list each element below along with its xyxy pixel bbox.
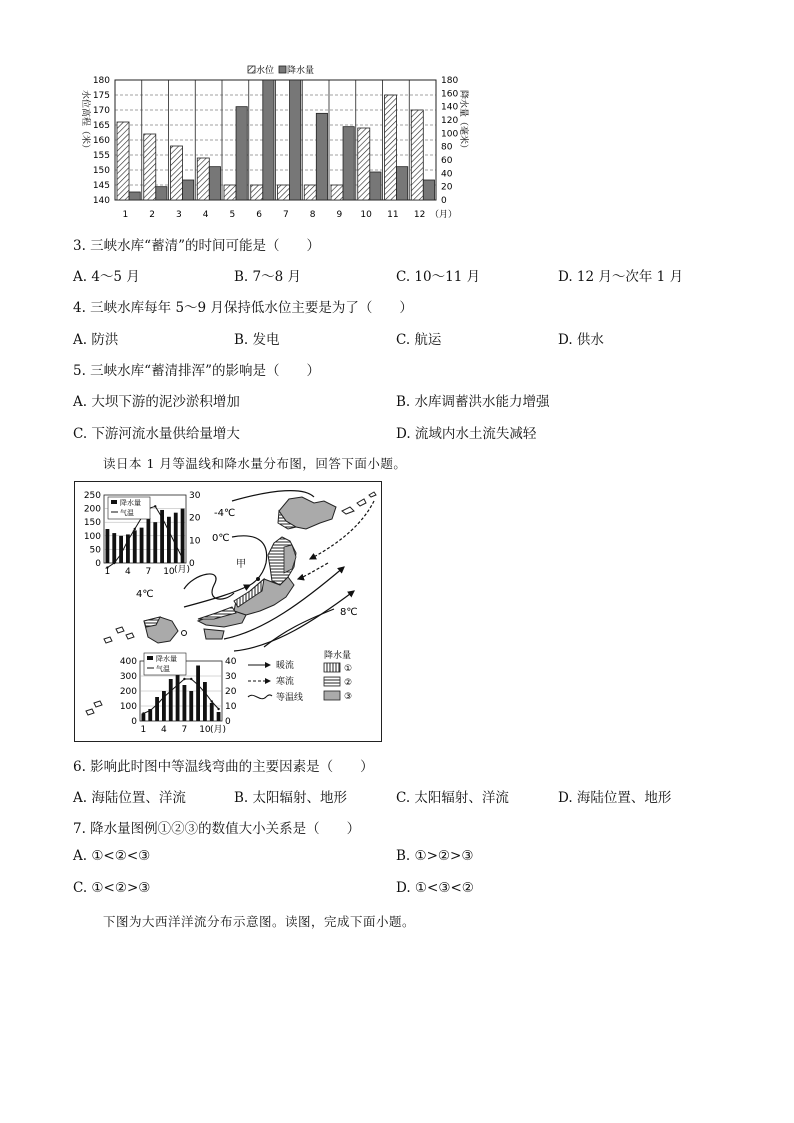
question-5-stem: 5. 三峡水库“蓄清排浑”的影响是（ ） bbox=[73, 363, 320, 379]
right-tick-label: 60 bbox=[441, 156, 453, 166]
q6-option-b[interactable]: B. 太阳辐射、地形 bbox=[234, 790, 348, 806]
inset-temp-point bbox=[217, 708, 219, 710]
legend-precip-1: ① bbox=[344, 664, 353, 674]
x-tick-label: 11 bbox=[387, 210, 399, 220]
place-marker-jia bbox=[256, 577, 260, 581]
left-tick-label: 165 bbox=[92, 121, 110, 131]
inset-left-tick: 200 bbox=[83, 504, 101, 515]
x-tick-label: 12 bbox=[413, 210, 426, 220]
bar-water-level bbox=[224, 185, 236, 200]
q4-option-c[interactable]: C. 航运 bbox=[396, 332, 442, 348]
legend-swatch-water-level bbox=[248, 66, 255, 73]
inset-bottom-legend-precip: 降水量 bbox=[156, 655, 177, 663]
inset-temp-point bbox=[181, 557, 183, 559]
x-tick-label: 7 bbox=[283, 210, 289, 220]
bar-water-level bbox=[251, 185, 263, 200]
q7-option-a[interactable]: A. ①<②<③ bbox=[73, 848, 151, 864]
inset-precip-bar bbox=[167, 517, 171, 563]
right-tick-label: 0 bbox=[441, 196, 447, 206]
inset-x-tick: 10 bbox=[199, 725, 211, 735]
x-tick-label: 4 bbox=[202, 210, 209, 220]
bar-precipitation bbox=[423, 180, 434, 200]
q3-option-a[interactable]: A. 4～5 月 bbox=[73, 269, 140, 285]
isotherm-label-4: 4℃ bbox=[136, 589, 154, 600]
bar-water-level bbox=[411, 110, 423, 200]
inset-precip-bar bbox=[189, 691, 193, 721]
left-axis-ticks bbox=[93, 76, 110, 206]
inset-temp-point bbox=[204, 691, 206, 693]
x-tick-label: 2 bbox=[149, 210, 155, 220]
inset-left-tick: 0 bbox=[95, 559, 101, 569]
intro-japan-map: 读日本 1 月等温线和降水量分布图，回答下面小题。 bbox=[103, 456, 407, 471]
question-3-stem: 3. 三峡水库“蓄清”的时间可能是（ ） bbox=[73, 238, 320, 254]
left-tick-label: 175 bbox=[92, 91, 110, 101]
q4-option-a[interactable]: A. 防洪 bbox=[73, 332, 119, 348]
inset-precip-bar bbox=[210, 703, 214, 721]
inset-left-tick: 200 bbox=[119, 687, 137, 697]
bar-precipitation bbox=[236, 107, 247, 200]
inset-precip-bar bbox=[174, 513, 178, 563]
left-tick-label: 140 bbox=[92, 196, 110, 206]
inset-precip-bar bbox=[119, 536, 123, 563]
right-tick-label: 160 bbox=[441, 89, 459, 100]
inset-temp-point bbox=[183, 678, 185, 680]
right-tick-label: 40 bbox=[441, 169, 453, 180]
q5-option-c[interactable]: C. 下游河流水量供给量增大 bbox=[73, 426, 240, 442]
x-axis-unit: （月） bbox=[430, 210, 458, 220]
inset-right-tick: 20 bbox=[225, 687, 237, 697]
bar-precipitation bbox=[129, 192, 140, 200]
inset-bottom-x-unit: (月) bbox=[210, 725, 227, 735]
q6-option-a[interactable]: A. 海陆位置、洋流 bbox=[73, 790, 186, 806]
inset-x-tick: 7 bbox=[181, 725, 188, 735]
inset-left-tick: 100 bbox=[119, 702, 137, 712]
legend-swatch-precip bbox=[279, 66, 286, 73]
inset-right-tick: 30 bbox=[225, 672, 237, 682]
right-tick-label: 80 bbox=[441, 142, 453, 153]
inset-left-tick: 250 bbox=[83, 491, 101, 501]
inset-precip-bar bbox=[203, 682, 207, 721]
question-4-stem: 4. 三峡水库每年 5～9 月保持低水位主要是为了（ ） bbox=[73, 300, 413, 316]
inset-precip-bar bbox=[183, 685, 187, 721]
inset-right-tick: 40 bbox=[225, 657, 237, 667]
x-tick-label: 8 bbox=[309, 210, 316, 220]
inset-temp-point bbox=[211, 700, 213, 702]
inset-right-tick: 0 bbox=[189, 559, 195, 569]
x-tick-label: 10 bbox=[360, 210, 372, 220]
bar-precipitation bbox=[343, 127, 354, 200]
inset-temp-point bbox=[120, 553, 122, 555]
inset-temp-point bbox=[175, 544, 177, 546]
left-tick-label: 150 bbox=[92, 166, 110, 176]
inset-temp-point bbox=[163, 696, 165, 698]
bar-precipitation bbox=[370, 172, 381, 200]
x-tick-label: 3 bbox=[176, 210, 182, 220]
q4-option-d[interactable]: D. 供水 bbox=[558, 332, 604, 348]
inset-precip-bar bbox=[147, 518, 151, 563]
bar-water-level bbox=[358, 128, 370, 200]
q6-option-c[interactable]: C. 太阳辐射、洋流 bbox=[396, 790, 509, 806]
bar-water-level bbox=[197, 158, 209, 200]
q5-option-a[interactable]: A. 大坝下游的泥沙淤积增加 bbox=[73, 394, 240, 410]
right-tick-label: 120 bbox=[441, 116, 459, 126]
inset-left-tick: 300 bbox=[119, 672, 137, 682]
inset-precip-bar bbox=[217, 712, 221, 721]
station-marker bbox=[182, 631, 187, 636]
inset-precip-bar bbox=[112, 533, 116, 563]
inset-precip-bar bbox=[176, 670, 180, 721]
legend-precip-2: ② bbox=[344, 678, 353, 688]
inset-precip-bar bbox=[196, 666, 200, 722]
inset-right-tick: 30 bbox=[189, 491, 201, 501]
inset-temp-point bbox=[168, 530, 170, 532]
legend-label-precip: 降水量 bbox=[287, 66, 315, 76]
inset-left-tick: 50 bbox=[89, 545, 101, 556]
inset-x-tick: 7 bbox=[145, 567, 152, 577]
x-tick-label: 1 bbox=[122, 210, 129, 220]
inset-precip-bar bbox=[140, 528, 144, 563]
bar-precipitation bbox=[156, 187, 167, 200]
reservoir-chart bbox=[70, 62, 470, 224]
legend-label-water-level: 水位 bbox=[256, 66, 275, 76]
inset-temp-point bbox=[156, 703, 158, 705]
q7-option-c[interactable]: C. ①<②>③ bbox=[73, 880, 151, 896]
intro-atlantic-currents: 下图为大西洋洋流分布示意图。读图，完成下面小题。 bbox=[103, 914, 416, 929]
right-axis-label: 降水量（毫米） bbox=[458, 90, 468, 154]
legend-cold-current: 寒流 bbox=[276, 677, 295, 687]
bar-precipitation bbox=[316, 113, 327, 200]
question-6-stem: 6. 影响此时图中等温线弯曲的主要因素是（ ） bbox=[73, 759, 374, 775]
inset-precip-bar bbox=[106, 529, 110, 563]
left-axis-label: 水位高程（米） bbox=[80, 90, 90, 154]
inset-temp-point bbox=[176, 684, 178, 686]
inset-x-tick: 1 bbox=[104, 567, 111, 577]
inset-precip-bar bbox=[133, 530, 137, 563]
left-tick-label: 155 bbox=[92, 151, 110, 161]
inset-left-tick: 150 bbox=[83, 518, 101, 529]
left-tick-label: 160 bbox=[92, 136, 110, 146]
legend-isotherm: 等温线 bbox=[276, 693, 304, 703]
legend-precip-title: 降水量 bbox=[324, 651, 352, 661]
bar-precipitation bbox=[397, 167, 408, 200]
right-tick-label: 100 bbox=[441, 129, 459, 140]
x-tick-label: 9 bbox=[336, 210, 343, 220]
bar-water-level bbox=[117, 122, 129, 200]
inset-temp-point bbox=[197, 684, 199, 686]
bar-water-level bbox=[278, 185, 290, 200]
q3-option-b[interactable]: B. 7～8 月 bbox=[234, 269, 301, 285]
inset-x-tick: 4 bbox=[125, 567, 131, 577]
inset-temp-point bbox=[142, 712, 144, 714]
bar-precipitation bbox=[290, 80, 301, 200]
inset-temp-point bbox=[127, 539, 129, 541]
japan-isotherm-map bbox=[74, 481, 382, 742]
inset-top-legend-temp: 气温 bbox=[120, 509, 134, 517]
right-axis-ticks bbox=[441, 76, 458, 206]
inset-temp-point bbox=[149, 709, 151, 711]
q7-option-d[interactable]: D. ①<③<② bbox=[396, 880, 474, 896]
q5-option-d[interactable]: D. 流域内水土流失减轻 bbox=[396, 426, 537, 442]
x-axis-ticks bbox=[123, 210, 426, 220]
inset-precip-bar bbox=[155, 697, 159, 721]
q4-option-b[interactable]: B. 发电 bbox=[234, 332, 280, 348]
place-label-jia: 甲 bbox=[236, 559, 246, 570]
right-tick-label: 140 bbox=[441, 102, 459, 113]
left-tick-label: 180 bbox=[92, 76, 110, 86]
isotherm-label-8: 8℃ bbox=[340, 607, 358, 618]
inset-x-tick: 1 bbox=[140, 725, 147, 735]
inset-x-tick: 4 bbox=[161, 725, 167, 735]
bar-precipitation bbox=[183, 180, 194, 200]
legend-warm-current: 暖流 bbox=[276, 661, 295, 671]
inset-left-tick: 0 bbox=[131, 717, 137, 727]
x-tick-label: 6 bbox=[256, 210, 262, 220]
x-tick-label: 5 bbox=[229, 210, 236, 220]
isotherm-label-minus4: -4℃ bbox=[214, 508, 236, 519]
inset-temp-point bbox=[134, 528, 136, 530]
inset-top-legend-precip: 降水量 bbox=[120, 499, 141, 507]
bar-precipitation bbox=[263, 80, 274, 200]
legend-precip-3: ③ bbox=[344, 692, 353, 702]
inset-bottom-legend-temp: 气温 bbox=[156, 665, 170, 673]
inset-temp-point bbox=[113, 562, 115, 564]
q3-option-c[interactable]: C. 10～11 月 bbox=[396, 269, 481, 285]
bar-water-level bbox=[304, 185, 316, 200]
right-tick-label: 20 bbox=[441, 182, 453, 193]
inset-precip-bar bbox=[153, 522, 157, 563]
bar-water-level bbox=[171, 146, 183, 200]
bar-water-level bbox=[331, 185, 343, 200]
inset-right-tick: 10 bbox=[225, 702, 237, 712]
inset-temp-point bbox=[161, 516, 163, 518]
inset-right-tick: 10 bbox=[189, 536, 201, 547]
left-tick-label: 170 bbox=[92, 106, 110, 116]
inset-temp-point bbox=[154, 505, 156, 507]
question-7-stem: 7. 降水量图例①②③的数值大小关系是（ ） bbox=[73, 821, 361, 837]
right-tick-label: 180 bbox=[441, 76, 459, 86]
q5-option-b[interactable]: B. 水库调蓄洪水能力增强 bbox=[396, 394, 550, 410]
inset-left-tick: 100 bbox=[83, 531, 101, 542]
inset-right-tick: 0 bbox=[225, 717, 231, 727]
q7-option-b[interactable]: B. ①>②>③ bbox=[396, 848, 474, 864]
chart-legend bbox=[248, 64, 314, 76]
inset-right-tick: 20 bbox=[189, 513, 201, 524]
q3-option-d[interactable]: D. 12 月～次年 1 月 bbox=[558, 269, 684, 285]
left-tick-label: 145 bbox=[92, 181, 110, 191]
inset-left-tick: 400 bbox=[119, 657, 137, 667]
q6-option-d[interactable]: D. 海陆位置、地形 bbox=[558, 790, 672, 806]
inset-x-tick: 10 bbox=[163, 567, 175, 577]
bar-water-level bbox=[144, 134, 156, 200]
inset-temp-point bbox=[190, 678, 192, 680]
bar-water-level bbox=[385, 95, 397, 200]
inset-temp-point bbox=[170, 690, 172, 692]
inset-precip-bar bbox=[169, 679, 173, 721]
isotherm-label-0: 0℃ bbox=[212, 533, 230, 544]
bar-precipitation bbox=[209, 167, 220, 200]
inset-top-x-unit: (月) bbox=[174, 565, 191, 575]
